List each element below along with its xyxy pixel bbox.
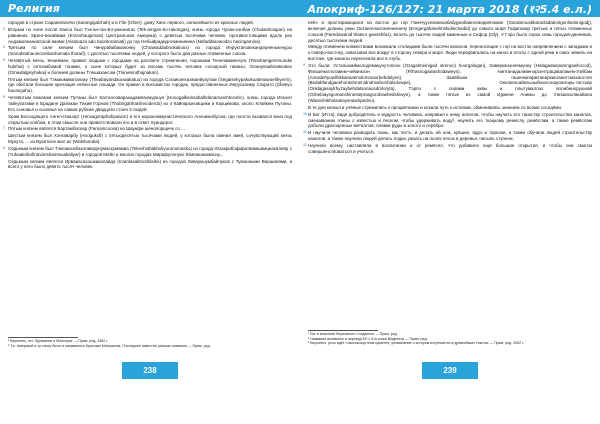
verse-number: 11 xyxy=(303,130,307,135)
paragraph-text: городов в стране Саранигаличи (Sarangigalchah) и в Гбе (Ghier), дому Ханс первого, сильнейшего из красных людей. xyxy=(8,20,254,25)
paragraph xyxy=(303,142,592,155)
paragraph-text: Седьмым князем являлся Ирваиасахошкикалайда (Irvanlasakhoshilaibe) из городов Ливаукшумбайчуков с Туманными Вершинами, а всего у него было девять тысяч человек. xyxy=(8,158,292,170)
paragraph xyxy=(3,126,292,132)
paragraph xyxy=(8,133,292,145)
paragraph xyxy=(8,114,292,126)
paragraph xyxy=(3,45,292,57)
paragraph xyxy=(308,44,592,62)
paragraph-text: ней» и простирающихся на восток до гор Ганичуусекнаноабабдукабам-кеандияпоман (Gandarousbkaracladaborigonlindonigodj), включая долины реки Онтангелантаненекничу (Enrgergahanelmshidiechedid) до самого моря Гофиганар третьих и пятых племенных союзов (Paredawanid thatsor gawrehfus), вплоть до тысячи людей каменные и Сифор (Oly). У Гэро было сорок семь городов-данников, десятью тысячами людей. xyxy=(308,20,592,43)
footnote-rule xyxy=(308,330,378,331)
paragraph-text: Храм Восходящего Ангел-Нашорт (Hmsagoraphahpaiwor) и его морокоммунистического Анонимобусом, где полсти вызвался вниз под открытым хлебом, в этом смысле они приветствовали его и в ответ Хуандерот. xyxy=(8,113,292,125)
paragraph xyxy=(303,111,592,130)
paragraph xyxy=(3,95,292,113)
verse-number: 10 xyxy=(303,111,307,116)
left-body-text xyxy=(3,20,292,171)
right-footnotes xyxy=(308,330,592,346)
footnote: ² Названия включены в перевод ЕЛ с 9-ю книги Виднеета — Прим. ред. xyxy=(308,336,428,341)
right-page xyxy=(300,0,600,424)
paragraph-text: Вторым по силе после Ханса был Тэк-ан-ган-Бо-раконигас (Tek-amgan-bo-rakongas), князь города Чулан-кэнбан (Chulanitclapan) на равнинах Эрзео-вокаймам (Erzeohaugimais) Центральная Америка) с девятью тысячами человек, противостоящими вдоль рек Андамоянаниатской ваями (Alastoaza ado haoritoramiati) до гор Небыйрадкурочмининина (Nefaddwiowodzo hacingamina). xyxy=(8,26,292,44)
verse-number: 5 xyxy=(3,58,5,63)
footnote: ² Т.е. Америкой в ту эпоху было и называлось Красным Материком. Последнее известно раньше названия — Прим. ред. xyxy=(8,343,211,348)
right-header-title: Апокриф-126/127: 21 марта 2018 (१२5.4 е.л.) xyxy=(307,3,592,16)
right-header-band xyxy=(300,0,600,17)
verse-number: 8 xyxy=(3,145,5,150)
verse-number: 9 xyxy=(303,62,305,67)
paragraph-text: Седьмым князем был Тэкешисибахолиюрунумаскумамиа (Tekeshisbakholiyurunumasku) из города Юхакрибофиратвимшамцеакалияр с (Yuhaakribofiratvimshamtsuakaliyar) и городов Мейн и многих городах Мирафулонуко Юмеакакомасиу... xyxy=(8,145,292,157)
left-header-band xyxy=(0,0,300,17)
paragraph-text: Между племенем княжествами возникали столицами были тысячи каналов, переносящие с гор на восток напрявлением с западами и к северо-востоку, охватывая все вокруг в сторону севера и моря. Люди передвигались на каноэ и плоты с одной реки в сиюх земель на востоке, где каналы пересекали все в глубь. xyxy=(308,44,592,62)
paragraph-text: Это были: Устальюаймолодямакунутопоэн (Ozagalmeinigad olrenxo) hoorgalogan), Хаверканэнлемунну (Halagadaepamngawhocod), Филшенаглотавем-чейанкоэн (Filhasnogawashodaweyn), Амптанидаливенорсентрацавалакем-Уэйбам (Amwdehyowlhikkanasemdcmmaorbebdelyen), Заайбаом гашенмпармтаеаркингаеитсмахаостен (Bedabfandgaeehorashmenidnahsahunhalsdowpe), Онклигасайклызыбехатонаусмлоры-тасскар (Onklagasaylrhyzaybehdatsonausdmloryta), Тэрпо с серами аквы и плытумаллах волибинорушнай (Ozbebiaysgomanshinesteprasgorobswhedshiwyn), а также пятые из самой Иджени Анимы до Уаншихолакайана (Waanshikholaukaysnawhpedno). xyxy=(308,62,592,103)
footnote: ¹ Вероятно, это Лурикания и Монсерат — Прим. ред. 1982 г. xyxy=(8,339,109,343)
paragraph xyxy=(3,26,292,45)
verse-number: 6 xyxy=(3,95,5,100)
right-body-text xyxy=(303,20,592,156)
paragraph xyxy=(8,20,292,26)
paragraph-text: Четвёртый князь, Кенияман, правил людьми с городами на рассвете стремления, пороками Тенеламменгуга (Tenehamgemmundw hulirhai) с ситиэмбомой тонами, о сыне которых будет за восемь тысячь человек соседской гаваны, Осмоуязайлаяковон (Omwdalgisyhakai) и богиней долины Тлешахансом (Tlonwsindhajnakan). xyxy=(8,58,292,75)
paragraph-text: В те дни князья и учёные стремились к процветанию и искали путь к истинам, обмениваясь знанием со всеми соседями. xyxy=(308,104,563,110)
paragraph xyxy=(308,105,592,111)
verse-number: 4 xyxy=(3,45,5,50)
verse-number: 7 xyxy=(3,126,5,131)
left-page-number: 238 xyxy=(122,362,178,379)
paragraph xyxy=(303,62,592,104)
paragraph xyxy=(8,159,292,171)
paragraph xyxy=(303,130,592,142)
paragraph xyxy=(3,58,292,76)
verse-number: 3 xyxy=(3,26,5,31)
right-page-number: 239 xyxy=(422,362,478,379)
paragraph-text: Пятым князем являлся Бартамбаскар (Pamamcoosa) из Шаунфи шенопорщичк со ... xyxy=(8,126,185,132)
paragraph xyxy=(3,145,292,158)
paragraph-text: И научили человека разводить ткань, как тесть, и делать ей нож, кувшин, ядро и тарелки, а также обучили людей строительству каналов, а также научили людей делать лодки, резать на полях песок и деревья, насыпь ступени. xyxy=(308,130,592,142)
paragraph xyxy=(8,77,292,95)
paragraph-text: И Бог (Итта), видя добродетель и мудрость человека, направил к нему ангелов, чтобы научить его таинству строительства каналов, смешиванию глины с известью и песком, чтобы удерживать воду³, научить его ткацкому ремеслу, ремёслам, а также ремёслам добычи драгоценных металлов, плавки руды в золото и серебро. xyxy=(308,111,592,129)
footnote: ³ Вероятно, речь идёт о высокосортном цементе, упоминание о котором встречается в древнейших текстах — Прим. ред. 2002 г. xyxy=(308,341,524,346)
paragraph-text: Третьим по силе князем был Чинурайабаканонку (Chrawaddabnokalionx) из города Инруктанзанкандеряенькенуры (Inarodstahaonicionbanhamala thotarl), с десятью тысячами людей, у которого было два разных племенных союза. xyxy=(8,45,292,57)
paragraph-text: Шестым князем был Хэнгаварбу (Hoogukoll) с пятьюдесятью тысячами людей, у которых была свиная змей, сочувствующий князь Мукута, ... из Вуаптиле жил их (Walshuruka). xyxy=(8,133,292,145)
left-header-title: Религия xyxy=(8,2,60,15)
footnote: ¹ Бог в значении Верховного Создателя — Прим. ред. xyxy=(308,332,398,336)
paragraph-text: Четвёртым вожаком князем Путаны был Хаггалоэварахадампанмуршун (Hooogalkeinsabalhdanamarshtecahc), князь города Иганоп тайнухатами в Брадане Далакаи Тихий Горном (Thubngahhanlinsoderdo) из 4 Кайпарыновщики и Кауцимова, около Клойкем Путаны. Его сыновья и сыновья на самом рубеже двадцати стоен 3 людей. xyxy=(8,95,292,112)
footnote-rule xyxy=(8,337,78,338)
paragraph-text: Научили всему, наставляли в воспитании и от ремёсел, что добавило ещё большие открытия, и чтобы они смогли совершенствоваться и учиться. xyxy=(308,142,592,154)
verse-number: 12 xyxy=(303,142,307,147)
paragraph-text: Пятым князем был Тэмаюмиватанаку (Theabayandauuwakatuu) из города Сэгаисинхаэманйуаутам (Segaisehypakukuatenawoelihyerm), где обитали большие кричащие небесные лошади. Он правил в восьмистах городах, предоставленных Иерусалиму Сократо (Sfoteyo hacangahu). xyxy=(8,76,292,94)
paragraph xyxy=(308,20,592,43)
left-footnotes xyxy=(8,337,292,348)
